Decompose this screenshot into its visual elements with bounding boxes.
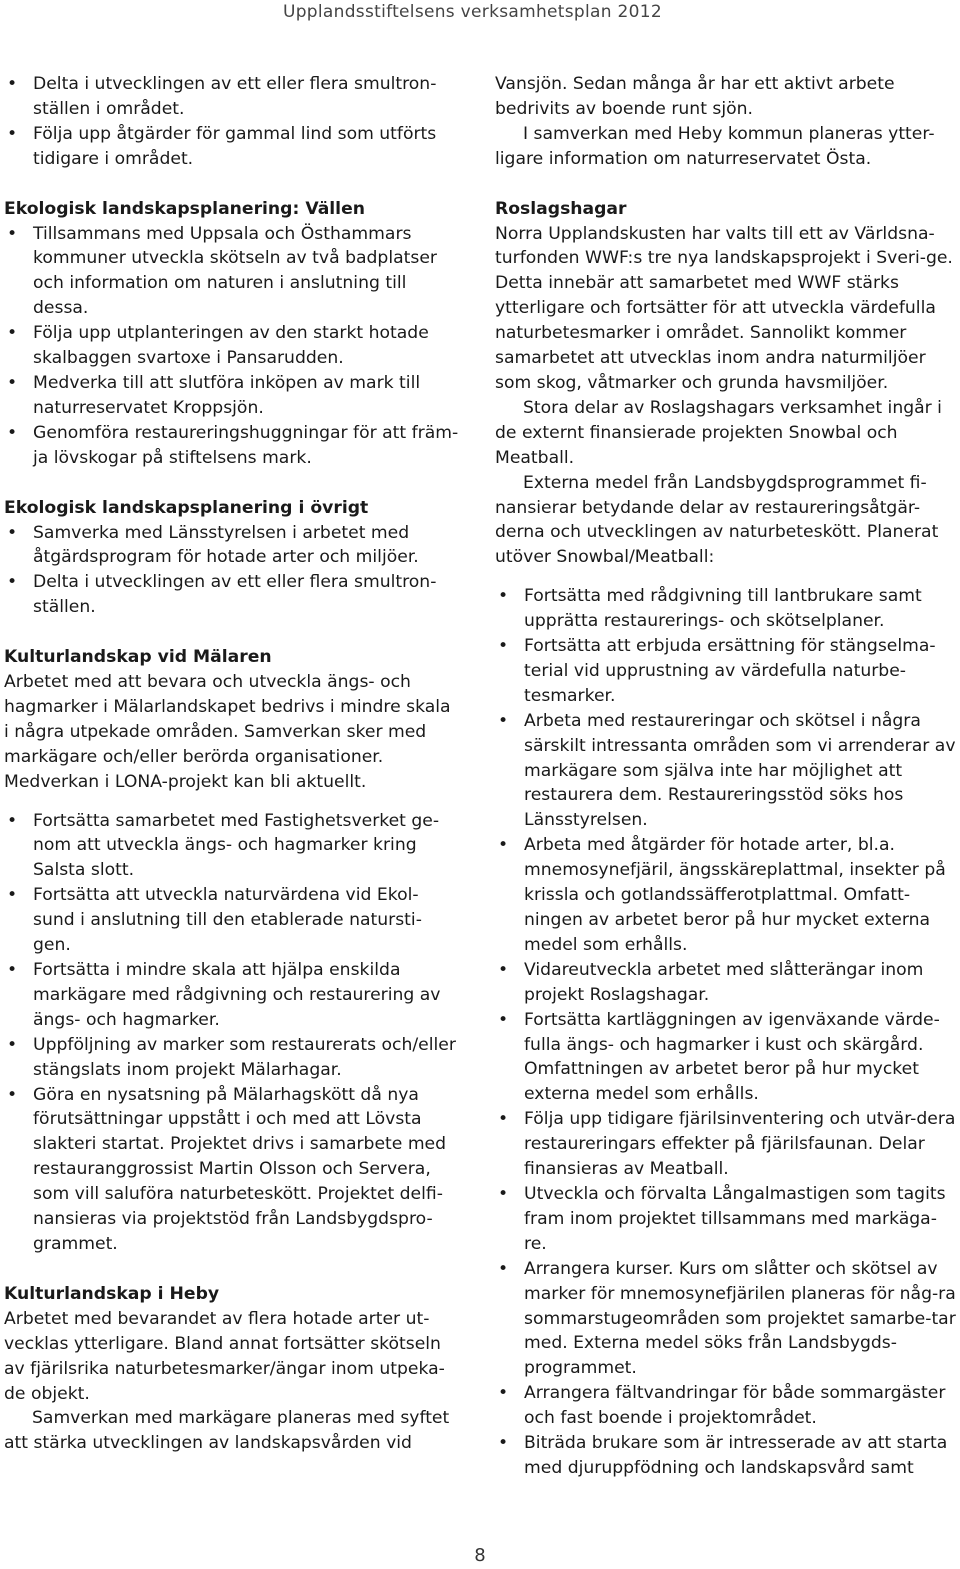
list-item: • Vidareutveckla arbetet med slåtterängar inom projekt Roslagshagar. bbox=[495, 958, 957, 1008]
list-item: • Arbeta med restaureringar och skötsel i några särskilt intressanta områden som vi arrenderar av markägare som själva inte har möjlighet att restaurera dem. Restaureringsstöd söks hos Länsstyrelsen. bbox=[495, 709, 957, 834]
heby-paragraph: Samverkan med markägare planeras med syftet att stärka utvecklingen av landskapsvården vid bbox=[4, 1408, 450, 1454]
list-item: • Fortsätta kartläggningen av igenväxande värde-fulla ängs- och hagmarker i kust och skärgård. Omfattningen av arbetet beror på hur mycket externa medel som erhålls. bbox=[495, 1008, 957, 1108]
list-item: • Följa upp åtgärder för gammal lind som utförts tidigare i området. bbox=[4, 122, 459, 172]
continuation-paragraph: Vansjön. Sedan många år har ett aktivt arbete bedrivits av boende runt sjön. bbox=[495, 74, 895, 119]
list-item: • Arrangera fältvandringar för både sommargäster och fast boende i projektområdet. bbox=[495, 1381, 957, 1431]
top-bullet-list bbox=[4, 72, 459, 172]
list-item: • Fortsätta samarbetet med Fastighetsverket ge-nom att utveckla ängs- och hagmarker kring Salsta slott. bbox=[4, 809, 459, 884]
list-item: • Arbeta med åtgärder för hotade arter, bl.a. mnemosynefjäril, ängsskäreplattmal, insekter på krissla och gotlandssäfferotplattmal. Omfatt-ningen av arbetet beror på hur mycket externa medel som erhålls. bbox=[495, 833, 957, 958]
roslagshagar-paragraph: Stora delar av Roslagshagars verksamhet ingår i de externt finansierade projekten Snowbal och Meatball. bbox=[495, 397, 942, 468]
section-heading-malaren: Kulturlandskap vid Mälaren bbox=[4, 647, 272, 668]
left-column bbox=[4, 72, 459, 1456]
section-heading-roslagshagar: Roslagshagar bbox=[495, 198, 627, 219]
roslagshagar-paragraph: Norra Upplandskusten har valts till ett av Världsna-turfonden WWF:s tre nya landskapsprojekt i Sveri-ge. Detta innebär att samarbetet med WWF stärks ytterligare och fortsätter för att utveckla värdefulla naturbetesmarker i området. Sannolikt kommer samarbetet att utvecklas inom andra naturmiljöer som skog, våtmarker och grunda havsmiljöer. bbox=[495, 223, 953, 393]
section-heading-vallen: Ekologisk landskapsplanering: Vällen bbox=[4, 198, 365, 219]
right-column bbox=[495, 72, 957, 1481]
list-item: • Utveckla och förvalta Långalmastigen som tagits fram inom projektet tillsammans med markäga-re. bbox=[495, 1182, 957, 1257]
list-item: • Medverka till att slutföra inköpen av mark till naturreservatet Kroppsjön. bbox=[4, 371, 459, 421]
list-item: • Genomföra restaureringshuggningar för att främ-ja lövskogar på stiftelsens mark. bbox=[4, 421, 459, 471]
vallen-bullet-list bbox=[4, 222, 459, 471]
section-heading-ovrigt: Ekologisk landskapsplanering i övrigt bbox=[4, 497, 369, 518]
list-item: • Fortsätta med rådgivning till lantbrukare samt upprätta restaurerings- och skötselplaner. bbox=[495, 584, 957, 634]
ovrigt-bullet-list bbox=[4, 521, 459, 621]
list-item: • Biträda brukare som är intresserade av att starta med djuruppfödning och landskapsvård samt bbox=[495, 1431, 957, 1481]
list-item: • Uppföljning av marker som restaurerats och/eller stängslats inom projekt Mälarhagar. bbox=[4, 1033, 459, 1083]
osta-paragraph: I samverkan med Heby kommun planeras ytter-ligare information om naturreservatet Östa. bbox=[495, 123, 935, 169]
list-item: • Delta i utvecklingen av ett eller flera smultron-ställen. bbox=[4, 570, 459, 620]
page-number: 8 bbox=[474, 1545, 486, 1566]
list-item: • Arrangera kurser. Kurs om slåtter och skötsel av marker för mnemosynefjärilen planeras för någ-ra sommarstugeområden som projektet samarbe-tar med. Externa medel söks från Landsbygds-programmet. bbox=[495, 1257, 957, 1382]
list-item: • Följa upp utplanteringen av den starkt hotade skalbaggen svartoxe i Pansarudden. bbox=[4, 321, 459, 371]
list-item: • Fortsätta att utveckla naturvärdena vid Ekol-sund i anslutning till den etablerade natursti-gen. bbox=[4, 883, 459, 958]
heby-paragraph: Arbetet med bevarandet av flera hotade arter ut-vecklas ytterligare. Bland annat fortsätter skötseln av fjärilsrika naturbetesmarker/ängar inom utpeka-de objekt. bbox=[4, 1308, 445, 1404]
list-item: • Följa upp tidigare fjärilsinventering och utvär-dera restaureringars effekter på fjärilsfaunan. Delar finansieras av Meatball. bbox=[495, 1107, 957, 1182]
list-item: • Samverka med Länsstyrelsen i arbetet med åtgärdsprogram för hotade arter och miljöer. bbox=[4, 521, 459, 571]
section-heading-heby: Kulturlandskap i Heby bbox=[4, 1283, 220, 1304]
roslagshagar-bullet-list bbox=[495, 584, 957, 1481]
roslagshagar-paragraph: Externa medel från Landsbygdsprogrammet fi-nansierar betydande delar av restaureringsåtgär-derna och utvecklingen av naturbeteskött. Planerat utöver Snowbal/Meatball: bbox=[495, 472, 939, 568]
running-header: Upplandsstiftelsens verksamhetsplan 2012 bbox=[282, 2, 662, 22]
malaren-bullet-list bbox=[4, 809, 459, 1257]
list-item: • Delta i utvecklingen av ett eller flera smultron-ställen i området. bbox=[4, 72, 459, 122]
list-item: • Fortsätta i mindre skala att hjälpa enskilda markägare med rådgivning och restaurering av ängs- och hagmarker. bbox=[4, 958, 459, 1033]
list-item: • Tillsammans med Uppsala och Östhammars kommuner utveckla skötseln av två badplatser och information om naturen i anslutning till dessa. bbox=[4, 222, 459, 322]
malaren-paragraph: Arbetet med att bevara och utveckla ängs- och hagmarker i Mälarlandskapet bedrivs i mindre skala i några utpekade områden. Samverkan sker med markägare och/eller berörda organisationer. Medverkan i LONA-projekt kan bli aktuellt. bbox=[4, 672, 451, 792]
list-item: • Fortsätta att erbjuda ersättning för stängselma-terial vid upprustning av värdefulla naturbe-tesmarker. bbox=[495, 634, 957, 709]
list-item: • Göra en nysatsning på Mälarhagskött då nya förutsättningar uppstått i och med att Lövsta slakteri startat. Projektet drivs i samarbete med restauranggrossist Martin Olsson och Servera, som vill saluföra naturbeteskött. Projektet delfi-nansieras via projektstöd från Landsbygdspro-grammet. bbox=[4, 1083, 459, 1257]
